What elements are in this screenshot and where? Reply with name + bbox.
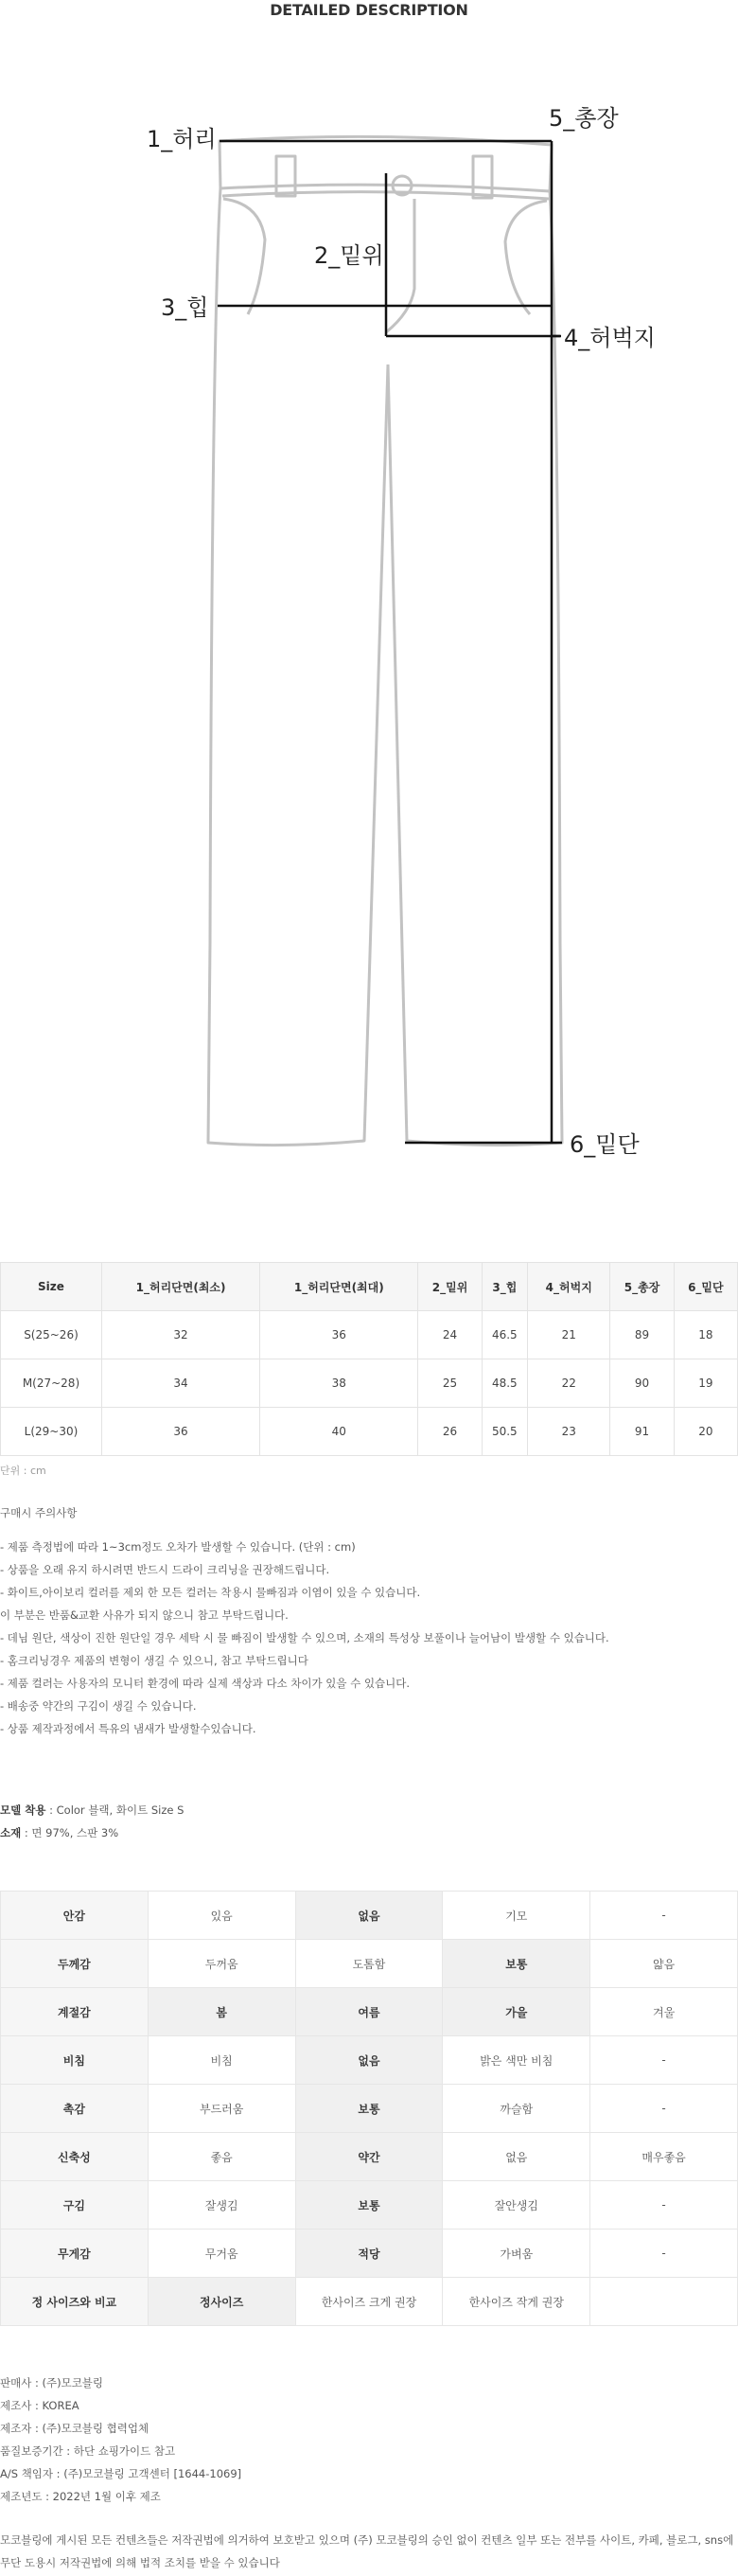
note-item: - 데님 원단, 색상이 진한 원단일 경우 세탁 시 물 빠짐이 발생할 수 있으며, 소재의 특성상 보풀이나 늘어남이 발생할 수 있습니다. <box>0 1631 609 1644</box>
size-cell: 90 <box>610 1359 674 1408</box>
note-item: - 상품을 오래 유지 하시려면 반드시 드라이 크리닝을 권장해드립니다. <box>0 1563 330 1576</box>
model-info <box>0 1799 184 1844</box>
size-cell: 40 <box>260 1408 418 1456</box>
attribute-row <box>1 1892 738 1940</box>
purchase-notes <box>0 1501 738 1740</box>
size-table-row <box>1 1408 738 1456</box>
size-cell: 46.5 <box>482 1311 527 1359</box>
size-header-cell: Size <box>1 1263 102 1311</box>
size-cell: 19 <box>674 1359 737 1408</box>
attribute-option: - <box>590 2085 738 2133</box>
page-title: DETAILED DESCRIPTION <box>270 1 468 19</box>
info-line: 제조사 : KOREA <box>0 2399 79 2412</box>
note-item: - 배송중 약간의 구김이 생길 수 있습니다. <box>0 1699 197 1713</box>
size-cell: 50.5 <box>482 1408 527 1456</box>
note-item: - 화이트,아이보리 컬러를 제외 한 모든 컬러는 착용시 물빠짐과 이염이 있을 수 있습니다. <box>0 1586 421 1599</box>
attribute-option: 두꺼움 <box>148 1940 295 1988</box>
product-attribute-table <box>0 1891 738 2326</box>
unit-note: 단위 : cm <box>0 1465 46 1477</box>
note-item: - 상품 제작과정에서 특유의 냄새가 발생할수있습니다. <box>0 1722 256 1735</box>
belt-loop-right <box>473 156 492 198</box>
attribute-option <box>590 2278 738 2326</box>
hip-label: 3_힙 <box>161 294 209 321</box>
attribute-key: 계절감 <box>1 1988 149 2036</box>
size-cell: 18 <box>674 1311 737 1359</box>
leg-outline-right <box>388 191 562 1146</box>
attribute-option: 잘안생김 <box>443 2181 590 2230</box>
fabric-value: : 면 97%, 스판 3% <box>21 1826 119 1839</box>
attribute-option: 보통 <box>295 2181 443 2230</box>
attribute-option: 가을 <box>443 1988 590 2036</box>
size-cell: 23 <box>528 1408 610 1456</box>
size-cell: 89 <box>610 1311 674 1359</box>
size-cell: L(29~30) <box>1 1408 102 1456</box>
model-wear-line <box>0 1799 184 1821</box>
size-cell: 36 <box>260 1311 418 1359</box>
attribute-key: 촉감 <box>1 2085 149 2133</box>
size-cell: 22 <box>528 1359 610 1408</box>
attribute-key: 신축성 <box>1 2133 149 2181</box>
thigh-label: 4_허벅지 <box>564 325 656 351</box>
fabric-line <box>0 1821 184 1844</box>
size-cell: 48.5 <box>482 1359 527 1408</box>
info-line: 품질보증기간 : 하단 쇼핑가이드 참고 <box>0 2444 176 2458</box>
attribute-option: 얇음 <box>590 1940 738 1988</box>
pocket-right <box>505 201 547 314</box>
length-label: 5_총장 <box>549 105 619 132</box>
attribute-key: 무게감 <box>1 2230 149 2278</box>
attribute-option: 무거움 <box>148 2230 295 2278</box>
attribute-option: - <box>590 2181 738 2230</box>
attribute-option: 없음 <box>295 2036 443 2085</box>
copyright-notice <box>0 2529 738 2574</box>
copyright-line: 모코블링에 게시된 모든 컨텐츠들은 저작권법에 의거하여 보호받고 있으며 (주) 모코블링의 승인 없이 컨텐츠 일부 또는 전부를 사이트, 카페, 블로그, sns에 <box>0 2533 734 2547</box>
size-table <box>0 1262 738 1456</box>
product-info <box>0 2372 738 2508</box>
attribute-option: 약간 <box>295 2133 443 2181</box>
belt-loop-left <box>276 156 295 196</box>
size-cell: 20 <box>674 1408 737 1456</box>
rise-label: 2_밑위 <box>314 242 384 269</box>
attribute-option: 잘생김 <box>148 2181 295 2230</box>
attribute-option: 가벼움 <box>443 2230 590 2278</box>
fly-seam <box>386 199 414 332</box>
note-item: - 제품 컬러는 사용자의 모니터 환경에 따라 실제 색상과 다소 차이가 있을 수 있습니다. <box>0 1677 411 1690</box>
attribute-option: 까슬함 <box>443 2085 590 2133</box>
attribute-option: 적당 <box>295 2230 443 2278</box>
attribute-row <box>1 2230 738 2278</box>
size-header-cell: 1_허리단면(최소) <box>101 1263 259 1311</box>
waist-label: 1_허리 <box>147 126 217 152</box>
size-cell: 36 <box>101 1408 259 1456</box>
size-header-cell: 6_밑단 <box>674 1263 737 1311</box>
attribute-option: 부드러움 <box>148 2085 295 2133</box>
attribute-key: 안감 <box>1 1892 149 1940</box>
attribute-option: 비침 <box>148 2036 295 2085</box>
attribute-option: 없음 <box>443 2133 590 2181</box>
note-item: - 홈크리닝경우 제품의 변형이 생길 수 있으니, 참고 부탁드립니다 <box>0 1654 308 1667</box>
size-table-header-row <box>1 1263 738 1311</box>
attribute-option: 한사이즈 작게 권장 <box>443 2278 590 2326</box>
attribute-row <box>1 2133 738 2181</box>
size-cell: 26 <box>418 1408 482 1456</box>
size-header-cell: 3_힙 <box>482 1263 527 1311</box>
attribute-key: 구김 <box>1 2181 149 2230</box>
attribute-option: 기모 <box>443 1892 590 1940</box>
note-item: - 제품 측정법에 따라 1~3cm정도 오차가 발생할 수 있습니다. (단위 : cm) <box>0 1540 356 1554</box>
size-cell: 91 <box>610 1408 674 1456</box>
attribute-option: - <box>590 2230 738 2278</box>
size-cell: 34 <box>101 1359 259 1408</box>
attribute-option: 한사이즈 크게 권장 <box>295 2278 443 2326</box>
size-cell: S(25~26) <box>1 1311 102 1359</box>
attribute-option: 보통 <box>295 2085 443 2133</box>
attribute-key: 두께감 <box>1 1940 149 1988</box>
attribute-option: 없음 <box>295 1892 443 1940</box>
size-cell: 21 <box>528 1311 610 1359</box>
leg-outline-left <box>208 188 388 1146</box>
attribute-row <box>1 2085 738 2133</box>
info-line: 판매사 : (주)모코블링 <box>0 2376 104 2389</box>
size-table-row <box>1 1311 738 1359</box>
size-header-cell: 5_총장 <box>610 1263 674 1311</box>
size-header-cell: 1_허리단면(최대) <box>260 1263 418 1311</box>
copyright-line: 무단 도용시 저작권법에 의해 법적 조치를 받을 수 있습니다 <box>0 2556 280 2569</box>
size-cell: 25 <box>418 1359 482 1408</box>
attribute-option: 매우좋음 <box>590 2133 738 2181</box>
attribute-row <box>1 2181 738 2230</box>
attribute-option: 정사이즈 <box>148 2278 295 2326</box>
attribute-option: 겨울 <box>590 1988 738 2036</box>
note-item: 이 부분은 반품&교환 사유가 되지 않으니 참고 부탁드립니다. <box>0 1608 289 1622</box>
attribute-option: 봄 <box>148 1988 295 2036</box>
size-cell: 24 <box>418 1311 482 1359</box>
attribute-option: 여름 <box>295 1988 443 2036</box>
attribute-row <box>1 1988 738 2036</box>
attribute-option: - <box>590 1892 738 1940</box>
pocket-left <box>223 199 265 314</box>
attribute-option: 도톰함 <box>295 1940 443 1988</box>
size-table-row <box>1 1359 738 1408</box>
info-line: 제조자 : (주)모코블링 협력업체 <box>0 2422 149 2435</box>
size-cell: M(27~28) <box>1 1359 102 1408</box>
attribute-option: 좋음 <box>148 2133 295 2181</box>
hem-label: 6_밑단 <box>570 1131 640 1158</box>
fabric-label: 소재 <box>0 1826 22 1839</box>
size-header-cell: 4_허벅지 <box>528 1263 610 1311</box>
info-line: 제조년도 : 2022년 1월 이후 제조 <box>0 2490 161 2503</box>
info-line: A/S 책임자 : (주)모코블링 고객센터 [1644-1069] <box>0 2467 242 2480</box>
attribute-row <box>1 1940 738 1988</box>
model-wear-value: : Color 블랙, 화이트 Size S <box>45 1803 184 1817</box>
attribute-row <box>1 2036 738 2085</box>
size-cell: 38 <box>260 1359 418 1408</box>
attribute-option: 밝은 색만 비침 <box>443 2036 590 2085</box>
pants-measurement-diagram <box>0 90 738 1169</box>
attribute-option: - <box>590 2036 738 2085</box>
attribute-row <box>1 2278 738 2326</box>
size-header-cell: 2_밑위 <box>418 1263 482 1311</box>
size-cell: 32 <box>101 1311 259 1359</box>
attribute-option: 있음 <box>148 1892 295 1940</box>
attribute-option: 보통 <box>443 1940 590 1988</box>
attribute-key: 정 사이즈와 비교 <box>1 2278 149 2326</box>
attribute-key: 비침 <box>1 2036 149 2085</box>
notes-heading: 구매시 주의사항 <box>0 1506 78 1519</box>
model-wear-label: 모델 착용 <box>0 1803 46 1817</box>
